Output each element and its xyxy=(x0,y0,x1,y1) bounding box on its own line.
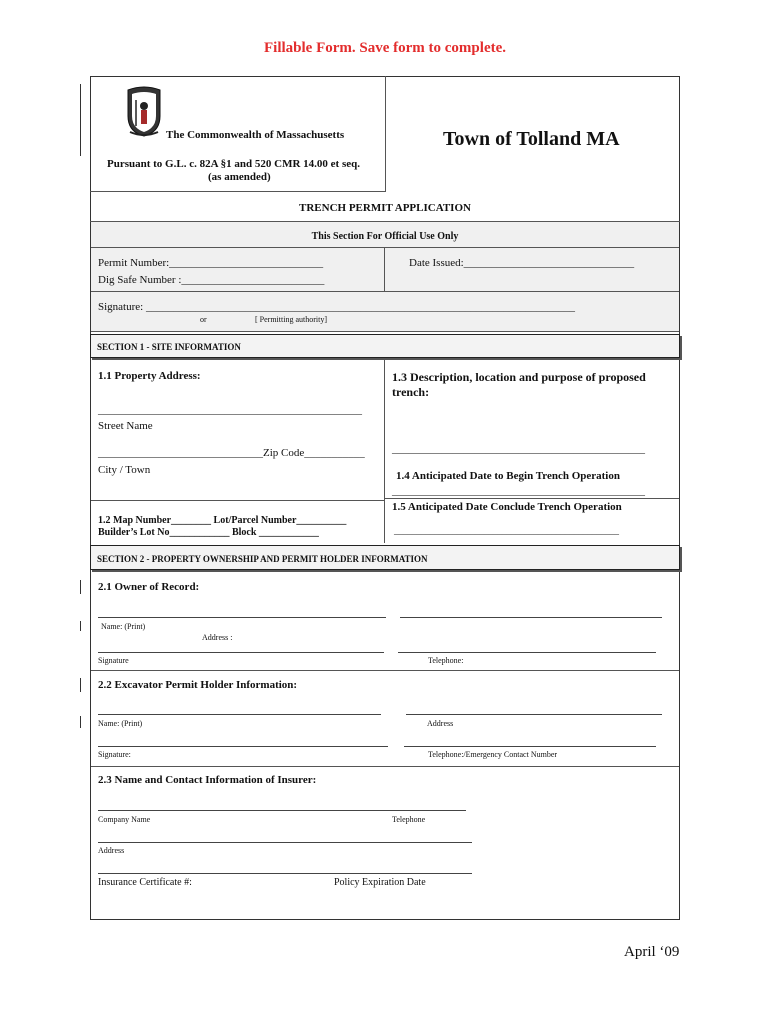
date-issued-field[interactable]: Date Issued:_______________________________ xyxy=(409,257,635,269)
ins-telephone-label: Telephone xyxy=(392,815,426,824)
owner-name-input[interactable] xyxy=(98,617,386,618)
town-title: Town of Tolland MA xyxy=(443,128,620,150)
begin-date-label: 1.4 Anticipated Date to Begin Trench Operation xyxy=(396,470,620,482)
dig-safe-field[interactable]: Dig Safe Number :__________________________ xyxy=(98,274,325,286)
description-input[interactable]: ______________________________________________ xyxy=(392,443,645,455)
statute-text: Pursuant to G.L. c. 82A §1 and 520 CMR 14.00 et seq. xyxy=(107,158,361,170)
owner-address-label: Address : xyxy=(202,633,233,642)
city-label: City / Town xyxy=(98,464,151,476)
owner-telephone-input[interactable] xyxy=(398,652,656,653)
revision-mark xyxy=(80,678,81,692)
divider xyxy=(384,498,679,499)
exc-telephone-label: Telephone:/Emergency Contact Number xyxy=(428,750,558,759)
exc-name-label: Name: (Print) xyxy=(98,719,143,728)
exc-name-input[interactable] xyxy=(98,714,381,715)
map-number-field[interactable]: 1.2 Map Number________ Lot/Parcel Number__________ xyxy=(98,515,347,526)
conclude-date-input[interactable]: __________________________________________________ xyxy=(394,526,619,536)
revision-mark xyxy=(80,84,81,156)
or-label: or xyxy=(200,315,207,324)
amended-text: (as amended) xyxy=(208,171,271,183)
divider xyxy=(91,766,679,767)
owner-address-input[interactable] xyxy=(400,617,662,618)
exc-signature-input[interactable] xyxy=(98,746,388,747)
street-input[interactable]: ________________________________________________ xyxy=(98,404,362,416)
commonwealth-title: The Commonwealth of Massachusetts xyxy=(166,129,345,141)
street-name-label: Street Name xyxy=(98,420,153,432)
owner-signature-input[interactable] xyxy=(98,652,384,653)
authority-label: [ Permitting authority] xyxy=(255,315,327,324)
divider xyxy=(91,670,679,671)
divider xyxy=(91,500,384,501)
permit-number-field[interactable]: Permit Number:____________________________ xyxy=(98,257,324,269)
revision-mark xyxy=(80,621,81,631)
certificate-label: Insurance Certificate #: xyxy=(98,877,192,888)
insurer-title: 2.3 Name and Contact Information of Insurer: xyxy=(98,774,317,786)
divider xyxy=(384,248,385,292)
begin-date-input[interactable]: ______________________________________________ xyxy=(392,485,645,497)
form-title: TRENCH PERMIT APPLICATION xyxy=(299,202,471,214)
certificate-input[interactable] xyxy=(98,873,472,874)
exc-signature-label: Signature: xyxy=(98,750,131,759)
expiration-label: Policy Expiration Date xyxy=(334,877,426,888)
conclude-date-label: 1.5 Anticipated Date Conclude Trench Operation xyxy=(392,501,622,513)
fillable-banner: Fillable Form. Save form to complete. xyxy=(263,40,506,56)
exc-telephone-input[interactable] xyxy=(404,746,656,747)
property-address-label: 1.1 Property Address: xyxy=(98,370,201,382)
owner-signature-label: Signature xyxy=(98,656,129,665)
zip-input[interactable]: ______________________________Zip Code___________ xyxy=(98,447,365,459)
excavator-title: 2.2 Excavator Permit Holder Information: xyxy=(98,679,298,691)
seal-logo xyxy=(124,86,164,138)
exc-address-label: Address xyxy=(427,719,454,728)
description-label-2: trench: xyxy=(392,385,430,399)
builders-lot-field[interactable]: Builder’s Lot No____________ Block ____________ xyxy=(98,527,319,538)
revision-mark xyxy=(80,580,81,594)
section2-title: SECTION 2 - PROPERTY OWNERSHIP AND PERMIT HOLDER INFORMATION xyxy=(97,554,428,564)
company-name-label: Company Name xyxy=(98,815,151,824)
description-label: 1.3 Description, location and purpose of proposed xyxy=(392,370,646,384)
ins-address-label: Address xyxy=(98,846,125,855)
footer-date: April ‘09 xyxy=(624,944,680,960)
section1-title: SECTION 1 - SITE INFORMATION xyxy=(97,342,241,352)
company-name-input[interactable] xyxy=(98,810,466,811)
official-title: This Section For Official Use Only xyxy=(311,231,459,242)
owner-title: 2.1 Owner of Record: xyxy=(98,581,200,593)
owner-telephone-label: Telephone: xyxy=(428,656,464,665)
divider xyxy=(384,360,385,543)
revision-mark xyxy=(80,716,81,728)
ins-address-input[interactable] xyxy=(98,842,472,843)
owner-name-label: Name: (Print) xyxy=(101,622,146,631)
signature-field[interactable]: Signature: ______________________________________________________________________________ xyxy=(98,301,575,313)
exc-address-input[interactable] xyxy=(406,714,662,715)
